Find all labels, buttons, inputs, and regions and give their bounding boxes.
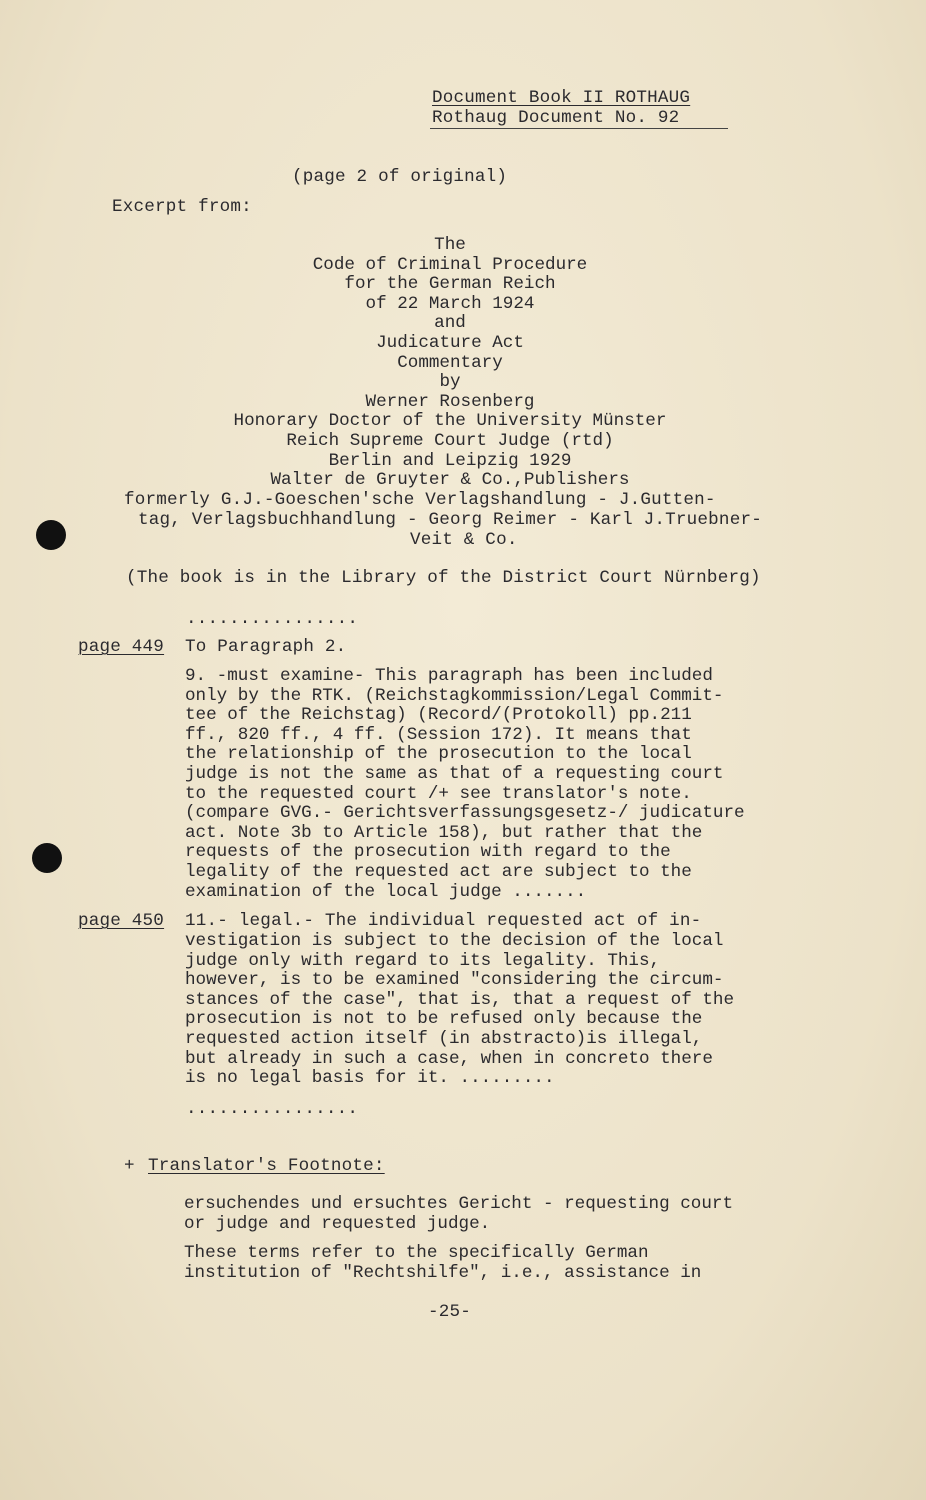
text-line: the relationship of the prosecution to the local (185, 744, 692, 765)
title-line: Judicature Act (376, 332, 524, 353)
ellipsis-divider: ................ (186, 609, 359, 629)
title-line: Honorary Doctor of the University Münster (233, 411, 667, 432)
header-underline (430, 128, 728, 129)
paragraph-heading: To Paragraph 2. (185, 637, 347, 657)
library-note: (The book is in the Library of the District Court Nürnberg) (126, 568, 761, 588)
text-line: requested action itself (in abstracto)is illegal, (185, 1028, 703, 1049)
text-line: institution of "Rechtshilfe", i.e., assistance in (184, 1262, 702, 1283)
text-line: legality of the requested act are subject to the (185, 861, 692, 882)
text-line: vestigation is subject to the decision of the local (185, 931, 724, 951)
text-line: requests of the prosecution with regard to the (185, 842, 671, 863)
footnote-title: Translator's Footnote: (148, 1156, 385, 1176)
publisher-line: formerly G.J.-Goeschen'sche Verlagshandlung - J.Gutten- (124, 490, 716, 510)
footnote-paragraph-1 (184, 1195, 733, 1234)
text-line: judge only with regard to its legality. This, (185, 950, 661, 971)
title-line: Berlin and Leipzig 1929 (328, 450, 572, 471)
text-line: (compare GVG.- Gerichtsverfassungsgesetz-/ judicature (185, 803, 745, 824)
page-number: -25- (428, 1302, 472, 1322)
title-line: Reich Supreme Court Judge (rtd) (286, 430, 614, 451)
text-line: ersuchendes und ersuchtes Gericht - requesting court (184, 1194, 734, 1214)
ellipsis-divider: ................ (186, 1099, 359, 1119)
text-line: stances of the case", that is, that a request of the (185, 989, 735, 1010)
publisher-line: tag, Verlagsbuchhandlung - Georg Reimer - Karl J.Truebner- (138, 510, 762, 530)
page-of-original: (page 2 of original) (292, 167, 508, 187)
page-reference-449: page 449 (78, 637, 165, 657)
publisher-line: Veit & Co. (410, 530, 518, 550)
punch-hole-lower (32, 843, 62, 873)
title-line: Werner Rosenberg (365, 391, 535, 412)
text-line: judge is not the same as that of a requesting court (185, 763, 724, 784)
title-line: Code of Criminal Procedure (312, 254, 588, 275)
footnote-marker: + (124, 1156, 135, 1176)
book-title-block (0, 236, 900, 491)
text-line: 9. -must examine- This paragraph has been included (185, 666, 713, 686)
text-line: ff., 820 ff., 4 ff. (Session 172). It means that (185, 724, 692, 745)
title-line: Commentary (397, 352, 503, 373)
title-line: for the German Reich (344, 274, 556, 295)
punch-hole-upper (36, 520, 66, 550)
document-book-label: Document Book II ROTHAUG (432, 88, 691, 108)
text-line: act. Note 3b to Article 158), but rather that the (185, 822, 703, 843)
text-line: but already in such a case, when in concreto there (185, 1048, 713, 1069)
excerpt-label: Excerpt from: (112, 197, 252, 217)
title-line: by (439, 372, 461, 393)
text-line: examination of the local judge ....... (185, 881, 587, 902)
text-line: is no legal basis for it. ......... (185, 1068, 555, 1089)
text-line: prosecution is not to be refused only because the (185, 1009, 703, 1030)
title-line: and (434, 313, 466, 334)
page-reference-450: page 450 (78, 911, 165, 931)
section-450-text (185, 932, 734, 1089)
text-line: or judge and requested judge. (184, 1213, 491, 1234)
text-line: only by the RTK. (Reichstagkommission/Legal Commit- (185, 685, 724, 706)
title-line: The (434, 235, 466, 255)
text-line: to the requested court /+ see translator's note. (185, 783, 692, 804)
footnote-paragraph-2 (184, 1244, 701, 1283)
text-line: however, is to be examined "considering the circum- (185, 970, 724, 991)
text-line: tee of the Reichstag) (Record/(Protokoll) pp.211 (185, 705, 692, 726)
title-line: of 22 March 1924 (365, 293, 535, 314)
section-449-text (185, 667, 745, 902)
title-line: Walter de Gruyter & Co.,Publishers (270, 470, 630, 491)
text-line: These terms refer to the specifically German (184, 1243, 649, 1263)
text-line: 11.- legal.- The individual requested act of in- (185, 911, 702, 931)
document-number-label: Rothaug Document No. 92 (432, 108, 680, 128)
